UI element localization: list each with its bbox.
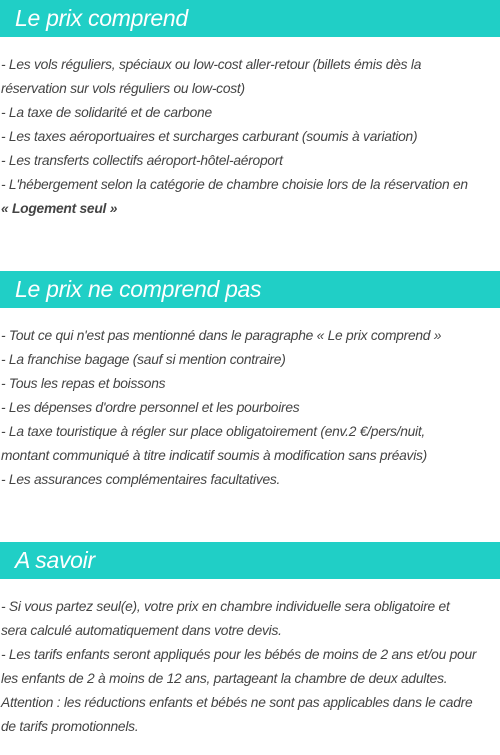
text-line: - Les assurances complémentaires facultatives. (1, 472, 281, 487)
section-header-prix-ne-comprend-pas (0, 271, 500, 308)
section-header-prix-comprend (0, 0, 500, 37)
section-body-a-savoir (1, 595, 499, 739)
text-line: - Les vols réguliers, spéciaux ou low-cost aller-retour (billets émis dès la (1, 57, 422, 72)
text-line: - Les transferts collectifs aéroport-hôtel-aéroport (1, 153, 283, 168)
section-body-prix-comprend (1, 53, 499, 221)
text-line: - La taxe touristique à régler sur place obligatoirement (env.2 €/pers/nuit, (1, 424, 426, 439)
text-line: - Tout ce qui n'est pas mentionné dans le paragraphe « Le prix comprend » (1, 328, 442, 343)
section-body-prix-ne-comprend-pas (1, 324, 499, 492)
text-line-emphasis: « Logement seul » (1, 201, 118, 216)
section-header-a-savoir (0, 542, 500, 579)
text-line: - Les tarifs enfants seront appliqués pour les bébés de moins de 2 ans et/ou pour (1, 647, 477, 662)
section-title: Le prix ne comprend pas (15, 276, 262, 302)
text-line: - La franchise bagage (sauf si mention contraire) (1, 352, 286, 367)
text-line: - Les taxes aéroportuaires et surcharges carburant (soumis à variation) (1, 129, 418, 144)
section-title: A savoir (15, 547, 95, 573)
text-line: de tarifs promotionnels. (1, 719, 139, 734)
section-title: Le prix comprend (15, 5, 188, 31)
text-line: Attention : les réductions enfants et bébés ne sont pas applicables dans le cadre (1, 695, 473, 710)
text-line: - La taxe de solidarité et de carbone (1, 105, 212, 120)
text-line: montant communiqué à titre indicatif soumis à modification sans préavis) (1, 448, 427, 463)
text-line: - Si vous partez seul(e), votre prix en chambre individuelle sera obligatoire et (1, 599, 450, 614)
text-line: - Les dépenses d'ordre personnel et les pourboires (1, 400, 300, 415)
text-line: sera calculé automatiquement dans votre devis. (1, 623, 282, 638)
text-line: les enfants de 2 à moins de 12 ans, partageant la chambre de deux adultes. (1, 671, 448, 686)
text-line: réservation sur vols réguliers ou low-cost) (1, 81, 245, 96)
text-line: - L'hébergement selon la catégorie de chambre choisie lors de la réservation en (1, 177, 468, 192)
text-line: - Tous les repas et boissons (1, 376, 166, 391)
